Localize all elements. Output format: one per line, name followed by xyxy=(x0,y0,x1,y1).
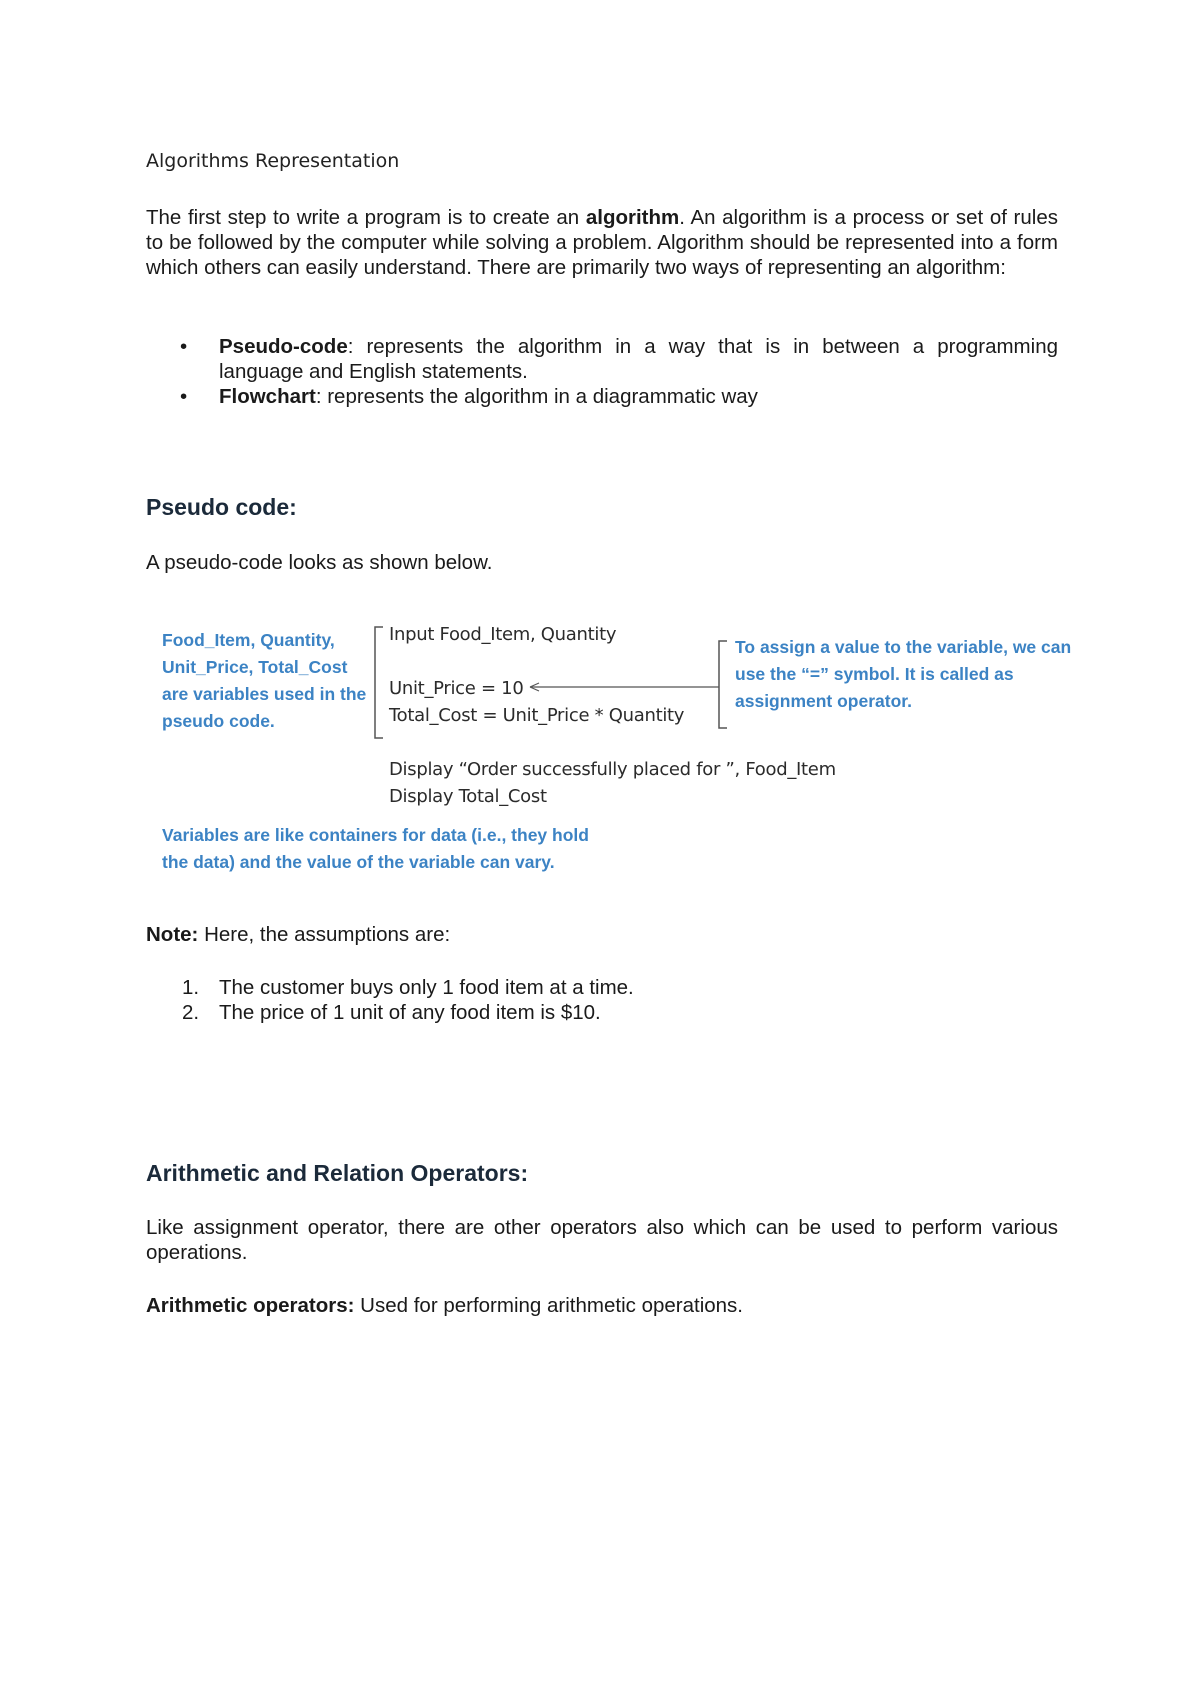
arithmetic-label: Arithmetic operators: xyxy=(146,1294,355,1317)
intro-bold-term: algorithm xyxy=(585,206,680,229)
assumptions-list xyxy=(146,975,634,1025)
bullet-term: Pseudo-code xyxy=(219,335,348,358)
assignment-note-line: assignment operator. xyxy=(735,691,912,711)
variables-note xyxy=(162,627,372,735)
note-bracket xyxy=(719,641,727,728)
operators-heading: Arithmetic and Relation Operators: xyxy=(146,1160,529,1186)
arithmetic-text: Used for performing arithmetic operations. xyxy=(354,1294,743,1317)
code-line-display-total: Display Total_Cost xyxy=(389,786,547,807)
assignment-note-line: use the “=” symbol. It is called as xyxy=(735,664,1014,684)
assignment-note-line: To assign a value to the variable, we can xyxy=(735,637,1072,657)
code-line-total-cost: Total_Cost = Unit_Price * Quantity xyxy=(389,705,685,726)
list-item xyxy=(146,975,634,1000)
code-bracket xyxy=(375,627,383,738)
code-line-display-order: Display “Order successfully placed for ”, Food_Item xyxy=(389,759,836,780)
list-number: 1. xyxy=(182,976,200,999)
code-line-input: Input Food_Item, Quantity xyxy=(389,624,617,645)
bullet-marker: • xyxy=(180,385,188,408)
variables-note-line: pseudo code. xyxy=(162,711,275,731)
bullet-text: : represents the algorithm in a diagrammatic way xyxy=(315,385,758,408)
assumption-text: The customer buys only 1 food item at a time. xyxy=(219,976,634,999)
containers-note-line: Variables are like containers for data (i.e., they hold xyxy=(162,825,589,845)
containers-note xyxy=(162,822,622,876)
note-paragraph xyxy=(146,922,1058,947)
note-text: Here, the assumptions are: xyxy=(198,923,451,946)
note-label: Note: xyxy=(146,923,199,946)
assignment-operator-note xyxy=(735,634,1075,715)
variables-note-line: are variables used in the xyxy=(162,684,367,704)
bullet-marker: • xyxy=(180,335,188,358)
pseudo-code-heading: Pseudo code: xyxy=(146,494,297,520)
list-item xyxy=(146,1000,634,1025)
operators-intro: Like assignment operator, there are other operators also which can be used to perform various operations. xyxy=(146,1216,1058,1264)
bullet-term: Flowchart xyxy=(219,385,316,408)
intro-text-b: . An algorithm is a process or set of rules to be followed by the computer while solving a problem. Algorithm should be represented into a form which others can easily understand. There are primarily two ways of representing an algorithm: xyxy=(146,206,1058,279)
code-line-unit-price: Unit_Price = 10 xyxy=(389,678,524,699)
pseudo-code-intro: A pseudo-code looks as shown below. xyxy=(146,551,493,574)
bullet-text: : represents the algorithm in a way that is in between a programming language and English statements. xyxy=(219,335,1058,383)
document-title: Algorithms Representation xyxy=(146,150,400,172)
assumption-text: The price of 1 unit of any food item is $10. xyxy=(219,1001,601,1024)
intro-text-a: The first step to write a program is to create an xyxy=(146,206,586,229)
arithmetic-operators-paragraph xyxy=(146,1293,1058,1318)
list-number: 2. xyxy=(182,1001,200,1024)
variables-note-line: Unit_Price, Total_Cost xyxy=(162,657,348,677)
variables-note-line: Food_Item, Quantity, xyxy=(162,630,335,650)
containers-note-line: the data) and the value of the variable can vary. xyxy=(162,852,555,872)
